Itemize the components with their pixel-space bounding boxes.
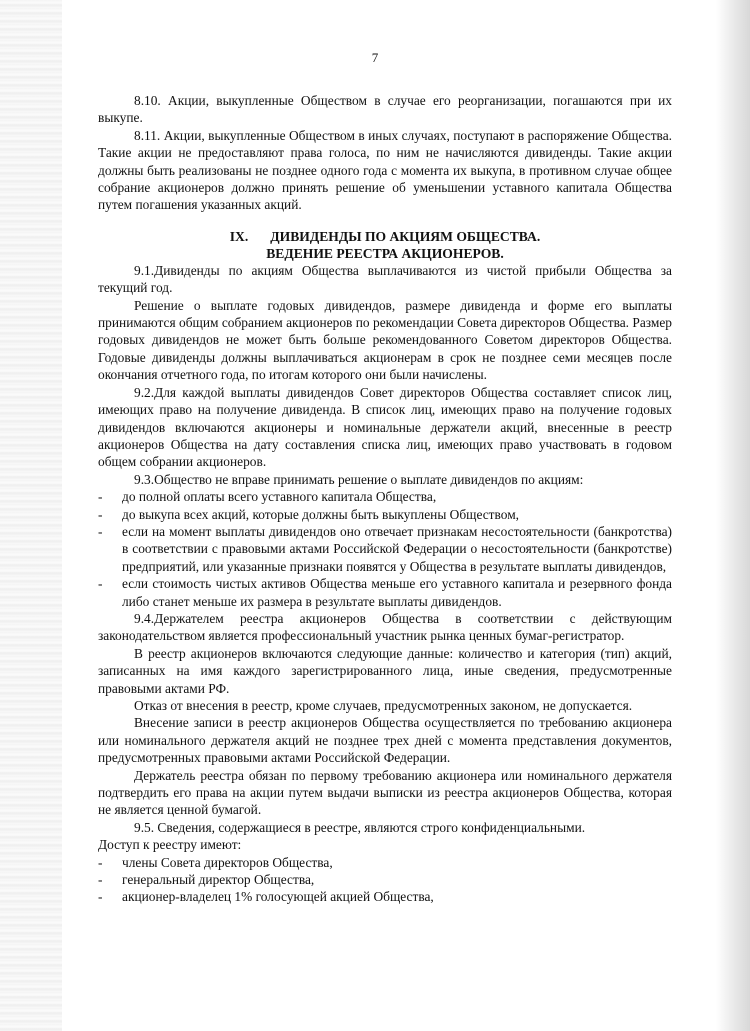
dash-marker: - <box>98 854 103 870</box>
list-item: - если стоимость чистых активов Общества меньше его уставного капитала и резервного фонда либо станет меньше их размера в результате выплаты дивидендов. <box>98 576 672 609</box>
paragraph-8-11: 8.11. Акции, выкупленные Обществом в иных случаях, поступают в распоряжение Общества. Такие акции не предоставляют права голоса, по ним не начисляются дивиденды. Такие акции должны быть реализованы не позднее одного года с момента их выкупа, в противном случае общее собрание акционеров должно принять решение об уменьшении уставного капитала Общества путем погашения указанных акций. <box>98 127 672 213</box>
list-item: - члены Совета директоров Общества, <box>98 854 333 870</box>
dash-marker: - <box>98 872 103 888</box>
list-9-3 <box>98 488 672 610</box>
paragraph-9-1-decision: Решение о выплате годовых дивидендов, размере дивиденда и форме его выплаты принимаются общим собранием акционеров по рекомендации Совета директоров Общества. Размер годовых дивидендов не может быть больше рекомендованного Советом директоров Общества. Годовые дивиденды должны выплачиваться акционерам в срок не позднее семи месяцев после окончания отчетного года, по итогам которого они были начислены. <box>98 297 672 383</box>
list-item: - до полной оплаты всего уставного капитала Общества, <box>98 489 437 505</box>
paragraph-9-4-entry: Внесение записи в реестр акционеров Общества осуществляется по требованию акционера или номинального держателя акций не позднее трех дней с момента представления документов, предусмотренных правовыми актами Российской Федерации. <box>98 715 672 766</box>
scan-right-edge <box>716 0 750 1031</box>
section-title-line2: ВЕДЕНИЕ РЕЕСТРА АКЦИОНЕРОВ. <box>266 245 504 261</box>
list-item: - генеральный директор Общества, <box>98 872 315 888</box>
paragraph-9-1: 9.1.Дивиденды по акциям Общества выплачиваются из чистой прибыли Общества за текущий год. <box>98 262 672 296</box>
paragraph-9-4-holder: Держатель реестра обязан по первому требованию акционера или номинального держателя подтвердить его права на акции путем выдачи выписки из реестра акционеров Общества, которая не является ценной бумагой. <box>98 767 672 818</box>
list-item: - акционер-владелец 1% голосующей акцией Общества, <box>98 889 434 905</box>
paragraph-9-4-registry-data: В реестр акционеров включаются следующие данные: количество и категория (тип) акций, записанных на имя каждого зарегистрированного лица, иные сведения, предусмотренные правовыми актами РФ. <box>98 645 672 696</box>
dash-marker: - <box>98 576 103 592</box>
page-number: 7 <box>371 50 379 65</box>
scan-left-edge <box>0 0 62 1031</box>
list-9-5 <box>98 854 672 906</box>
list-item: - если на момент выплаты дивидендов оно отвечает признакам несостоятельности (банкротства) в соответствии с правовыми актами Российской Федерации о несостоятельности (банкротстве) предприятий, или указанные признаки появятся у Общества в результате выплаты дивидендов, <box>98 523 672 574</box>
section-number: IX. <box>229 228 249 244</box>
paragraph-9-5: 9.5. Сведения, содержащиеся в реестре, являются строго конфиденциальными. <box>134 819 586 835</box>
paragraph-9-5-access: Доступ к реестру имеют: <box>98 837 242 853</box>
paragraph-9-4-refusal: Отказ от внесения в реестр, кроме случаев, предусмотренных законом, не допускается. <box>134 698 633 713</box>
dash-marker: - <box>98 523 103 539</box>
paragraph-9-3: 9.3.Общество не вправе принимать решение о выплате дивидендов по акциям: <box>134 471 584 487</box>
paragraph-9-2: 9.2.Для каждой выплаты дивидендов Совет директоров Общества составляет список лиц, имеющих право на получение дивиденда. В список лиц, имеющих право на получение годовых дивидендов включаются акционеры и номинальные держатели акций, внесенные в реестр акционеров Общества на дату составления списка лиц, имеющих право участвовать в годовом общем собрании акционеров. <box>98 384 672 470</box>
document-body <box>98 92 672 906</box>
dash-marker: - <box>98 889 103 905</box>
paragraph-9-4: 9.4.Держателем реестра акционеров Общества в соответствии с действующим законодательством является профессиональный участник рынка ценных бумаг-регистратор. <box>98 610 672 644</box>
section-title-line1: ДИВИДЕНДЫ ПО АКЦИЯМ ОБЩЕСТВА. <box>270 228 541 244</box>
list-item: - до выкупа всех акций, которые должны быть выкуплены Обществом, <box>98 506 520 522</box>
section-heading <box>98 228 672 262</box>
dash-marker: - <box>98 489 103 505</box>
paragraph-8-10: 8.10. Акции, выкупленные Обществом в случае его реорганизации, погашаются при их выкупе. <box>98 93 672 126</box>
dash-marker: - <box>98 506 103 522</box>
